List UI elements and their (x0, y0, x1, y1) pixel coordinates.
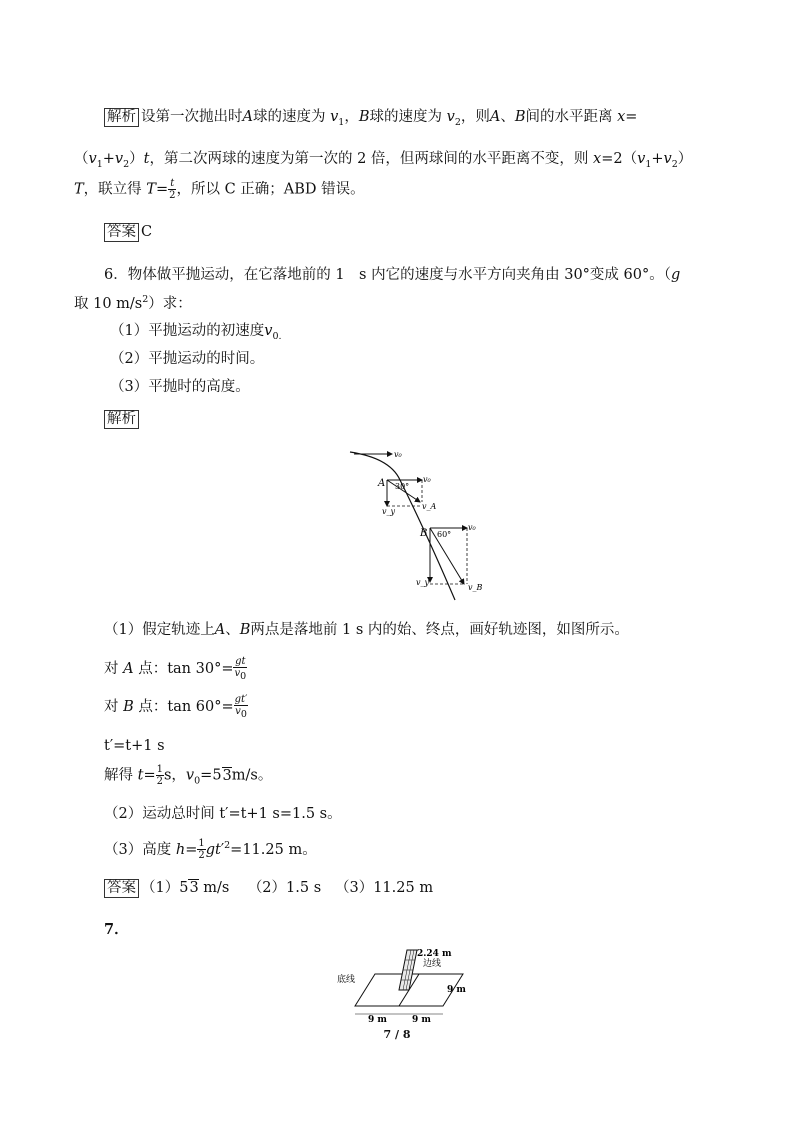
q5-line1: 解析 设第一次抛出时A球的速度为 $v_1$，B球的速度为 $v_2$，则A、B间的水平距离 x= (104, 107, 637, 133)
vb-label: v_B (468, 583, 483, 592)
q6-for-b: 对 B 点：tan 60°= $\frac{gt'}{v_0}$ (104, 694, 248, 720)
length-label-2: 9 m (412, 1015, 431, 1022)
q6-analysis-tag-line (104, 409, 141, 429)
trajectory-curve (350, 452, 455, 600)
q6-sol3: （3）高度 h= $\frac{1}{2}$ $gt'^2=11.25$ m。 (104, 838, 317, 862)
projectile-diagram (340, 440, 540, 610)
svg-text:v₀: v₀ (423, 475, 431, 484)
width-label: 9 m (447, 985, 466, 995)
svg-text:v₀: v₀ (468, 523, 476, 532)
analysis-tag: 解析 (104, 108, 139, 127)
q6-stem-line1: 6．物体做平抛运动，在它落地前的 1 s 内它的速度与水平方向夹角由 30°变成 60°。（g (104, 267, 681, 283)
q7-number: 7． (104, 921, 129, 938)
v0-top-label: v₀ (394, 450, 402, 459)
vy-label: v_y (382, 507, 396, 516)
sideline-label: 边线 (423, 959, 442, 969)
q6-tprime: t′=t+1 s (104, 738, 165, 754)
point-b-label: B (420, 528, 428, 539)
court-diagram (335, 944, 485, 1022)
q6-sol2: （2）运动总时间 t′=t+1 s=1.5 s。 (104, 806, 342, 822)
page-number: 7 / 8 (383, 1028, 411, 1041)
q6-part3: （3）平抛时的高度。 (110, 379, 250, 395)
point-a-label: A (378, 478, 386, 489)
q6-answer: 答案 （1）53 m/s （2）1.5 s （3）11.25 m (104, 878, 433, 898)
height-label: 2.24 m (417, 949, 452, 959)
angle-60-label: 60° (437, 530, 452, 539)
length-label-1: 9 m (368, 1015, 387, 1022)
angle-30-label: 30° (395, 482, 410, 491)
answer-tag: 答案 (104, 879, 139, 898)
q6-sol1: （1）假定轨迹上A、B两点是落地前 1 s 内的始、终点，画好轨迹图，如图所示。 (104, 622, 629, 638)
va-label: v_A (422, 502, 437, 511)
analysis-tag: 解析 (104, 410, 139, 429)
q6-part1: （1）平抛运动的初速度$v_{0.}$ (110, 323, 282, 342)
baseline-label: 底线 (337, 975, 356, 985)
q6-stem-line2: 取 10 $m/s^2$）求： (74, 294, 192, 312)
q5-line3: T，联立得 T= $\frac{t}{2}$ ，所以 C 正确；ABD 错误。 (74, 178, 365, 201)
q5-answer-value: C (141, 224, 153, 240)
q6-part2: （2）平抛运动的时间。 (110, 351, 265, 367)
answer-tag: 答案 (104, 223, 139, 242)
q5-line2: $(v_1+v_2)t$，第二次两球的速度为第一次的 2 倍，但两球间的水平距离不变，则 $x=2(v_1+v_2)$ (74, 151, 693, 170)
net-icon (399, 950, 417, 990)
q6-solve: 解得 t= $\frac{1}{2}$ s，$v_0=53m/s$。 (104, 764, 273, 787)
q5-answer (104, 222, 152, 242)
q6-for-a: 对 A 点：tan 30°= $\frac{gt}{v_0}$ (104, 656, 247, 682)
vy-prime-label: v_y′ (416, 578, 431, 587)
